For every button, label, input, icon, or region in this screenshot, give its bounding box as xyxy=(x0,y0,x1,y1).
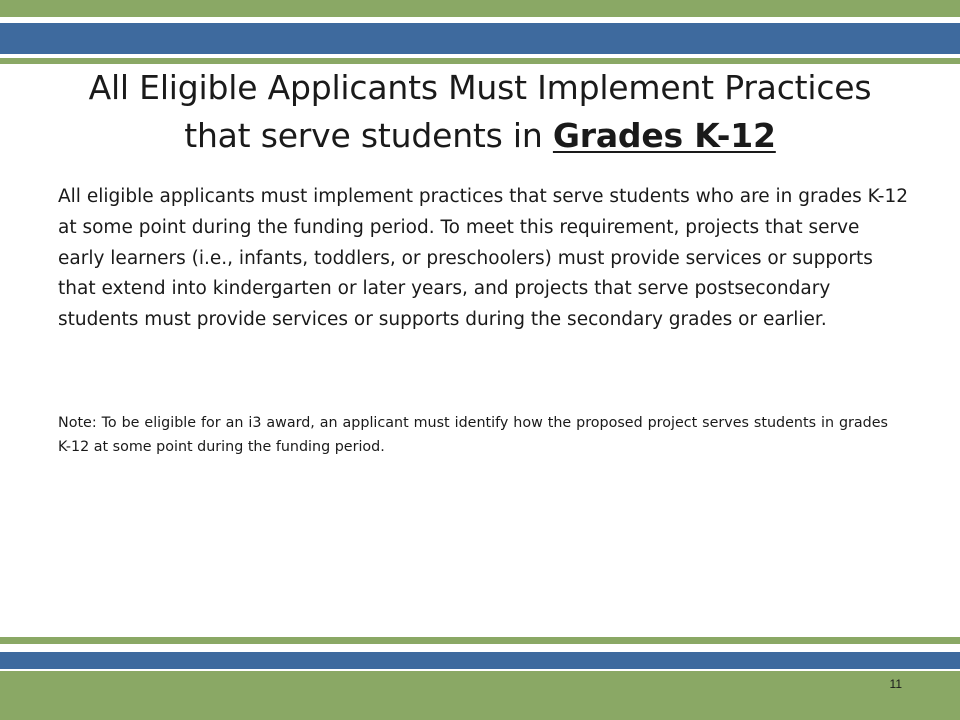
top-green-band xyxy=(0,0,960,17)
title-line-2 xyxy=(0,112,960,160)
title-line-2-prefix: that serve students in xyxy=(184,116,553,155)
bottom-green-stripe xyxy=(0,637,960,644)
body-paragraph: All eligible applicants must implement practices that serve students who are in grades K-12 at some point during the funding period. To meet this requirement, projects that serve early learners (i.e., infants, toddlers, or preschoolers) must provide services or supports that extend into kindergarten or later years, and projects that serve postsecondary students must provide services or supports during the secondary grades or earlier. xyxy=(58,186,909,331)
slide-title xyxy=(0,64,960,160)
title-line-1: All Eligible Applicants Must Implement Practices xyxy=(88,68,872,107)
note-paragraph: Note: To be eligible for an i3 award, an applicant must identify how the proposed project serves students in grades K-12 at some point during the funding period. xyxy=(58,415,888,455)
bottom-green-band xyxy=(0,671,960,720)
title-emphasis: Grades K-12 xyxy=(552,116,776,155)
bottom-blue-band xyxy=(0,652,960,669)
top-blue-band xyxy=(0,23,960,54)
slide-number: 11 xyxy=(889,677,902,691)
